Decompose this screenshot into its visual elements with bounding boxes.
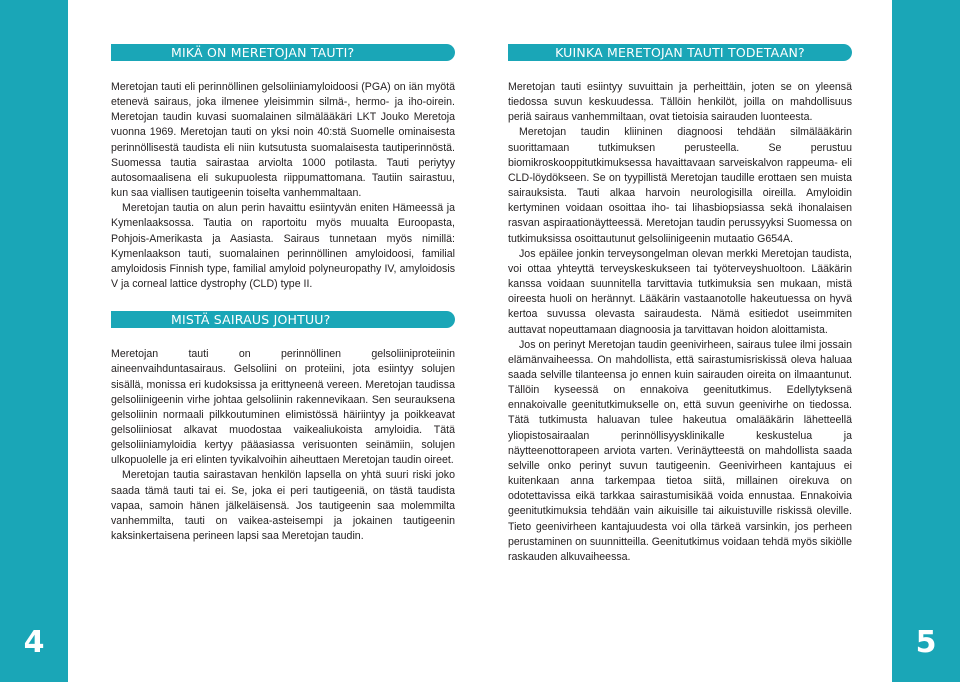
page-number-right: 5: [915, 625, 937, 660]
paragraph: Meretojan tauti esiintyy suvuittain ja perheittäin, joten se on yleensä tiedossa suvun keskuudessa. Tällöin henkilöt, joilla on mahdollisuus periä sairaus vanhemmiltaan, ovat tietoisia sairauden luonteesta.: [508, 81, 852, 124]
paragraph: Jos on perinyt Meretojan taudin geenivirheen, sairaus tulee ilmi jossain elämänvaiheessa. On mahdollista, että sairastumisriskissä oleva haluaa saada selville tilanteensa jo ennen kuin sairauden oireita on ilmaantunut. Tällöin kyseessä on ennakoiva geenitutkimus. Edellytyksenä ennakoivalle geenitutkimukselle on, että suvun geenivirhe on tiedossa. Tätä tutkimusta haluavan tulee hakeutua omalääkärin lähetteellä yliopistosairaalan perinnöllisyysklinikalle keskustelua ja näytteenottorapeen arviota varten. Verinäytteestä on mahdollista saada selville onko perinyt suvun tautigeenin. Geenivirheen kantajuus ei kuitenkaan anna tarkempaa tietoa siitä, millainen oirekuva on odotettavissa eikä tarkkaa sairastumisikää voida ennustaa. Ennakoivia geenitutkimuksia tehdään vain aikuisille tai aikuistuville riskissä oleville. Tieto geenivirheen kantajuudesta voi olla tärkeä varsinkin, jos perheen perustaminen on suunnitteilla. Geenitutkimus voidaan tehdä myös sikiölle raskauden alkuvaiheessa.: [508, 338, 852, 563]
right-column: [508, 44, 852, 565]
heading-what-is-meretoja: MIKÄ ON MERETOJAN TAUTI?: [111, 44, 455, 61]
paragraph: Meretojan tautia on alun perin havaittu esiintyvän eniten Hämeessä ja Kymenlaaksossa. Tautia on raportoitu myös muualta Euroopasta, Pohjois-Amerikasta ja Aasiasta. Sairaus tunnetaan myös nimillä: Kymenlaakson tauti, suomalainen perinnöllinen amyloidoosi, familial amyloidosis Finnish type, familial amyloid polyneuropathy IV, amyloidosis V ja corneal lattice dystrophy (CLD) type II.: [111, 202, 455, 291]
page-number-left: 4: [23, 625, 45, 660]
paragraph: Meretojan tautia sairastavan henkilön lapsella on yhtä suuri riski joko saada tämä tauti tai ei. Se, joka ei peri tautigeeniä, on tästä taudista vapaa, samoin hänen jälkeläisensä. Jos tautigeenin saa molemmilta vanhemmilta, tauti on vaikea-asteisempi ja jokainen tautigeenin kaksinkertaisena perineen lapsi saa Meretojan taudin.: [111, 469, 455, 543]
right-edge-band: [892, 0, 960, 682]
paragraph: Jos epäilee jonkin terveysongelman olevan merkki Meretojan taudista, voi ottaa yhteyttä terveyskeskukseen tai työterveyshuoltoon. Lääkärin kanssa voidaan suunnitella tarvittavia tutkimuksia sen mukaan, mistä oireesta huoli on herännyt. Lääkärin vastaanotolle hakeutuessa on hyvä kertoa suvussa olevasta sairaudesta. Nämä esitiedot useimmiten auttavat nopeuttamaan diagnoosia ja tarvittavan hoidon aloittamista.: [508, 247, 852, 336]
paragraph: Meretojan taudin kliininen diagnoosi tehdään silmälääkärin suorittamaan tutkimuksen perusteella. Se perustuu biomikroskooppitutkimuksessa havaittavaan sarveiskalvon rappeuma- eli CLD-löydökseen. Se on tyypillistä Meretojan taudille erottaen sen muista sairauksista. Tauti alkaa harvoin neurologisilla oireilla. Amyloidin kertyminen voidaan osoittaa iho- tai lihasbiopsiassa sekä ihonalaisen rasvan aspiraationäytteessä. Meretojan taudin perussyyksi Suomessa on tutkimuksissa osoittautunut gelsoliinigeenin mutaatio G654A.: [508, 126, 852, 245]
heading-cause: MISTÄ SAIRAUS JOHTUU?: [111, 311, 455, 328]
heading-diagnosis: KUINKA MERETOJAN TAUTI TODETAAN?: [508, 44, 852, 61]
left-column: [111, 44, 455, 544]
paragraph: Meretojan tauti on perinnöllinen gelsoliiniproteiinin aineenvaihduntasairaus. Gelsoliini on proteiini, jota esiintyy solujen sisällä, monissa eri kudoksissa ja erittyneenä vereen. Meretojan taudissa gelsoliinigeenin virhe johtaa gelsoliinin rakennevikaan. Sen seurauksena gelsoliinin normaali pilkkoutuminen elimistössä häiriintyy ja poikkeavat gelsoliiniosat alkavat muodostaa vaikealiukoista amyloidia. Tätä gelsoliiniamyloidia kertyy pääasiassa verisuonten seinämiin, solujen ulkopuolelle ja eri elinten tyvikalvoihin aiheuttaen Meretojan taudin oireet.: [111, 348, 455, 467]
left-edge-band: [0, 0, 68, 682]
paragraph: Meretojan tauti eli perinnöllinen gelsoliiniamyloidoosi (PGA) on iän myötä etenevä sairaus, joka ilmenee yleisimmin silmä-, hermo- ja iho-oirein. Meretojan taudin kuvasi suomalainen silmälääkäri LKT Jouko Meretoja vuonna 1969. Meretojan tauti on yksi noin 40:stä Suomelle ominaisesta perinnöllisestä taudista eli niin kutsutusta suomalaisesta tautiperinnöstä. Suomessa tautia sairastaa arviolta 1000 potilasta. Tauti periytyy autosomaalisena eli sukupuolesta riippumattomana. Tautiin sairastuu, kun saa viallisen tautigeenin toiselta vanhemmaltaan.: [111, 81, 455, 200]
